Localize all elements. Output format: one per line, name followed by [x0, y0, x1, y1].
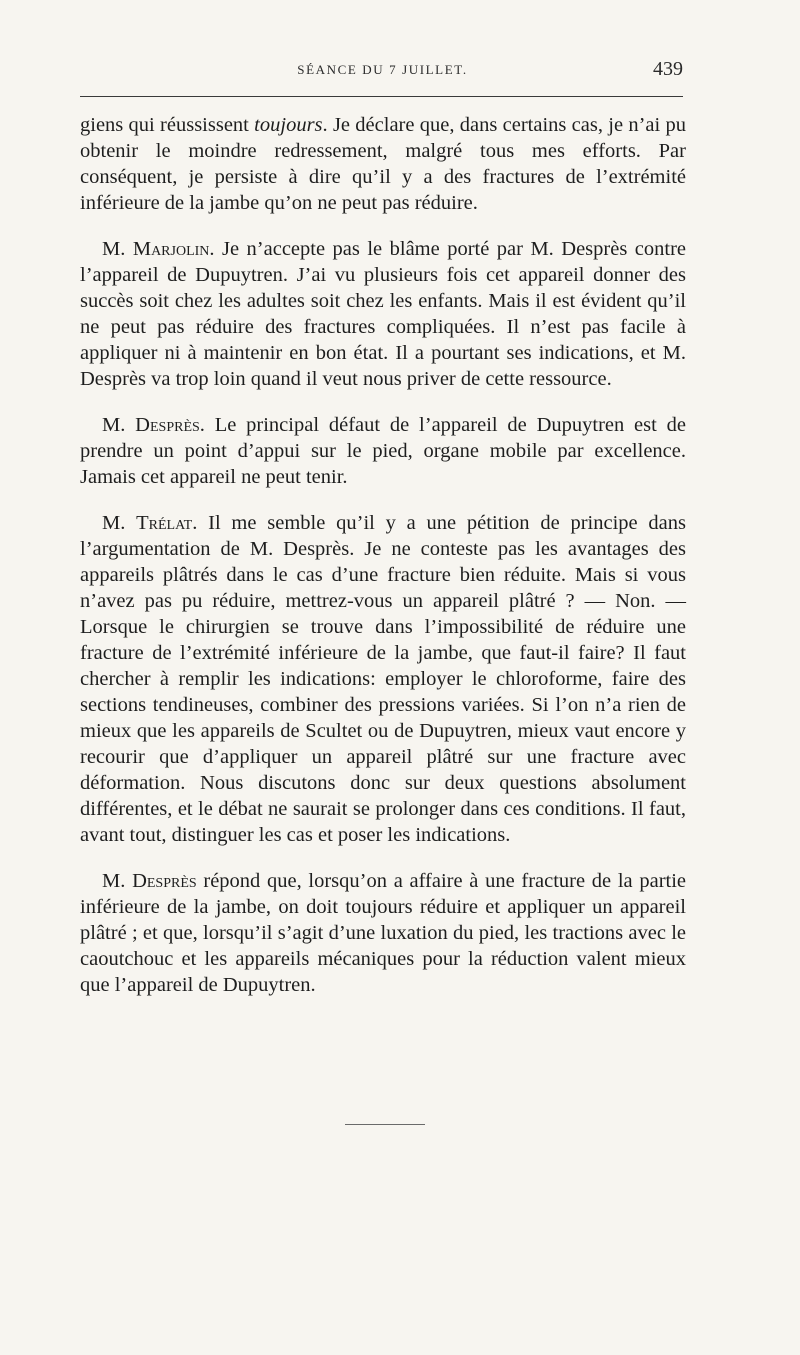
page-number: 439	[653, 58, 683, 80]
paragraph-text: . Le principal défaut de l’appareil de Dupuytren est de prendre un point d’appui sur le pied, organe mobile par excellence. Jamais cet appareil ne peut tenir.	[80, 414, 686, 488]
header-divider	[80, 96, 683, 97]
emphasis-text: toujours	[254, 114, 323, 136]
running-title: SÉANCE DU 7 JUILLET.	[297, 62, 468, 77]
paragraph-text: giens qui réussissent	[80, 114, 255, 136]
speaker-prefix: M.	[102, 238, 133, 260]
speaker-name: Desprès	[135, 414, 200, 436]
speaker-name: Desprès	[132, 870, 197, 892]
paragraph-marjolin	[80, 236, 686, 392]
paragraph-text: répond que, lorsqu’on a affaire à une fracture de la partie inférieure de la jambe, on doit toujours réduire et appliquer un appareil plâtré ; et que, lorsqu’il s’agit d’une luxation du pied, les tractions avec le caoutchouc et les appareils mécaniques pour la réduction valent mieux que l’appareil de Dupuytren.	[80, 870, 687, 996]
paragraph-trelat	[80, 510, 686, 848]
section-end-rule	[345, 1124, 425, 1125]
page-body	[80, 112, 686, 1018]
speaker-prefix: M.	[102, 870, 133, 892]
page-header	[80, 58, 685, 88]
paragraph-despres	[80, 412, 686, 490]
paragraph-text: . Il me semble qu’il y a une pétition de principe dans l’argumentation de M. Desprès. Je ne conteste pas les avantages des appareils plâtrés dans le cas d’une fracture bien réduite. Mais si vous n’avez pas pu réduire, mettrez-vous un appareil plâtré ? — Non. — Lorsque le chirurgien se trouve dans l’impossibilité de réduire une fracture de l’extrémité inférieure de la jambe, que faut-il faire? Il faut chercher à remplir les indications: employer le chloroforme, faire des sections tendineuses, combiner des pressions variées. Si l’on n’a rien de mieux que les appareils de Scultet ou de Dupuytren, mieux vaut encore y recourir que d’appliquer un appareil plâtré sur une fracture avec déformation. Nous discutons donc sur deux questions absolument différentes, et le débat ne saurait se prolonger dans ces conditions. Il faut, avant tout, distinguer les cas et poser les indications.	[80, 512, 686, 846]
paragraph-text: . Je déclare que, dans certains cas, je n’ai pu obtenir le moindre redressement, malgré tous mes efforts. Par conséquent, je persiste à dire qu’il y a des fractures de l’extrémité inférieure de la jambe qu’on ne peut pas réduire.	[80, 114, 686, 214]
paragraph-text: . Je n’accepte pas le blâme porté par M. Desprès contre l’appareil de Dupuytren. J’ai vu plusieurs fois cet appareil donner des succès soit chez les adultes soit chez les enfants. Mais il est évident qu’il ne peut pas réduire des fractures compliquées. Il n’est pas facile à appliquer ni à maintenir en bon état. Il a pourtant ses indications, et M. Desprès va trop loin quand il veut nous priver de cette ressource.	[80, 238, 686, 390]
speaker-prefix: M.	[102, 512, 137, 534]
paragraph-despres-reply	[80, 868, 686, 998]
speaker-name: Marjolin	[132, 238, 210, 260]
speaker-prefix: M.	[102, 414, 136, 436]
paragraph-continuation	[80, 112, 686, 216]
speaker-name: Trélat	[136, 512, 193, 534]
